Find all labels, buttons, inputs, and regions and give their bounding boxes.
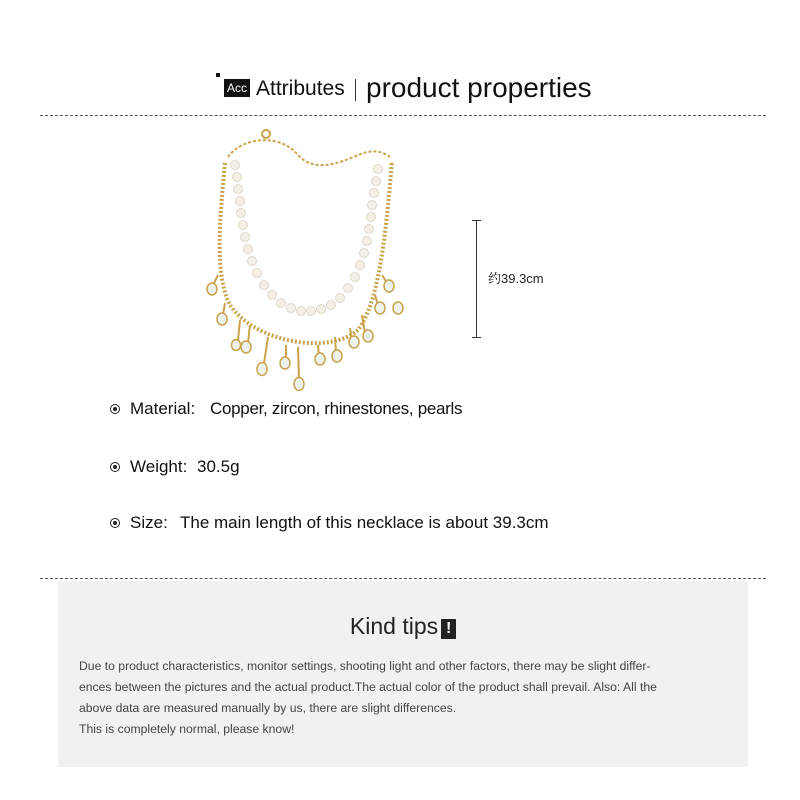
header-title-en: Attributes [256, 77, 345, 100]
kind-tips-title [58, 611, 748, 641]
kind-tips-body [79, 656, 739, 740]
necklace-opal-stones [207, 280, 403, 391]
header-square-mark [216, 73, 220, 77]
length-measure-label: 约39.3cm [488, 271, 544, 286]
page-title: product properties [366, 72, 592, 103]
bullet-icon [110, 404, 120, 414]
exclamation-icon: ! [441, 619, 456, 639]
header-badge: Acc [224, 79, 250, 97]
spec-weight-key: Weight: [130, 457, 188, 476]
spec-weight-value: 30.5g [197, 457, 240, 476]
spec-material-key: Material: [130, 399, 196, 418]
necklace-clasp [262, 130, 270, 138]
kind-tips-panel [58, 581, 748, 767]
necklace-image [180, 125, 440, 395]
spec-size-key: Size: [130, 513, 168, 532]
necklace-extension-chain [228, 140, 390, 165]
kind-tips-line: This is completely normal, please know! [79, 722, 295, 736]
kind-tips-title-text: Kind tips [349, 613, 439, 639]
spec-size-value: The main length of this necklace is about 39.3cm [180, 513, 549, 532]
kind-tips-line: Due to product characteristics, monitor settings, shooting light and other factors, there may be slight differ- [79, 659, 651, 673]
divider-middle [40, 578, 766, 579]
bullet-icon [110, 518, 120, 528]
section-header [0, 70, 800, 110]
necklace-pearl-strand [231, 161, 383, 316]
bullet-icon [110, 462, 120, 472]
kind-tips-line: ences between the pictures and the actual product.The actual color of the product shall prevail. Also: All the [79, 680, 657, 694]
kind-tips-line: above data are measured manually by us, there are slight differences. [79, 701, 457, 715]
header-divider [355, 79, 356, 101]
divider-top [40, 115, 766, 116]
length-measure-line [472, 220, 482, 338]
spec-material-value: Copper, zircon, rhinestones, pearls [210, 399, 463, 418]
